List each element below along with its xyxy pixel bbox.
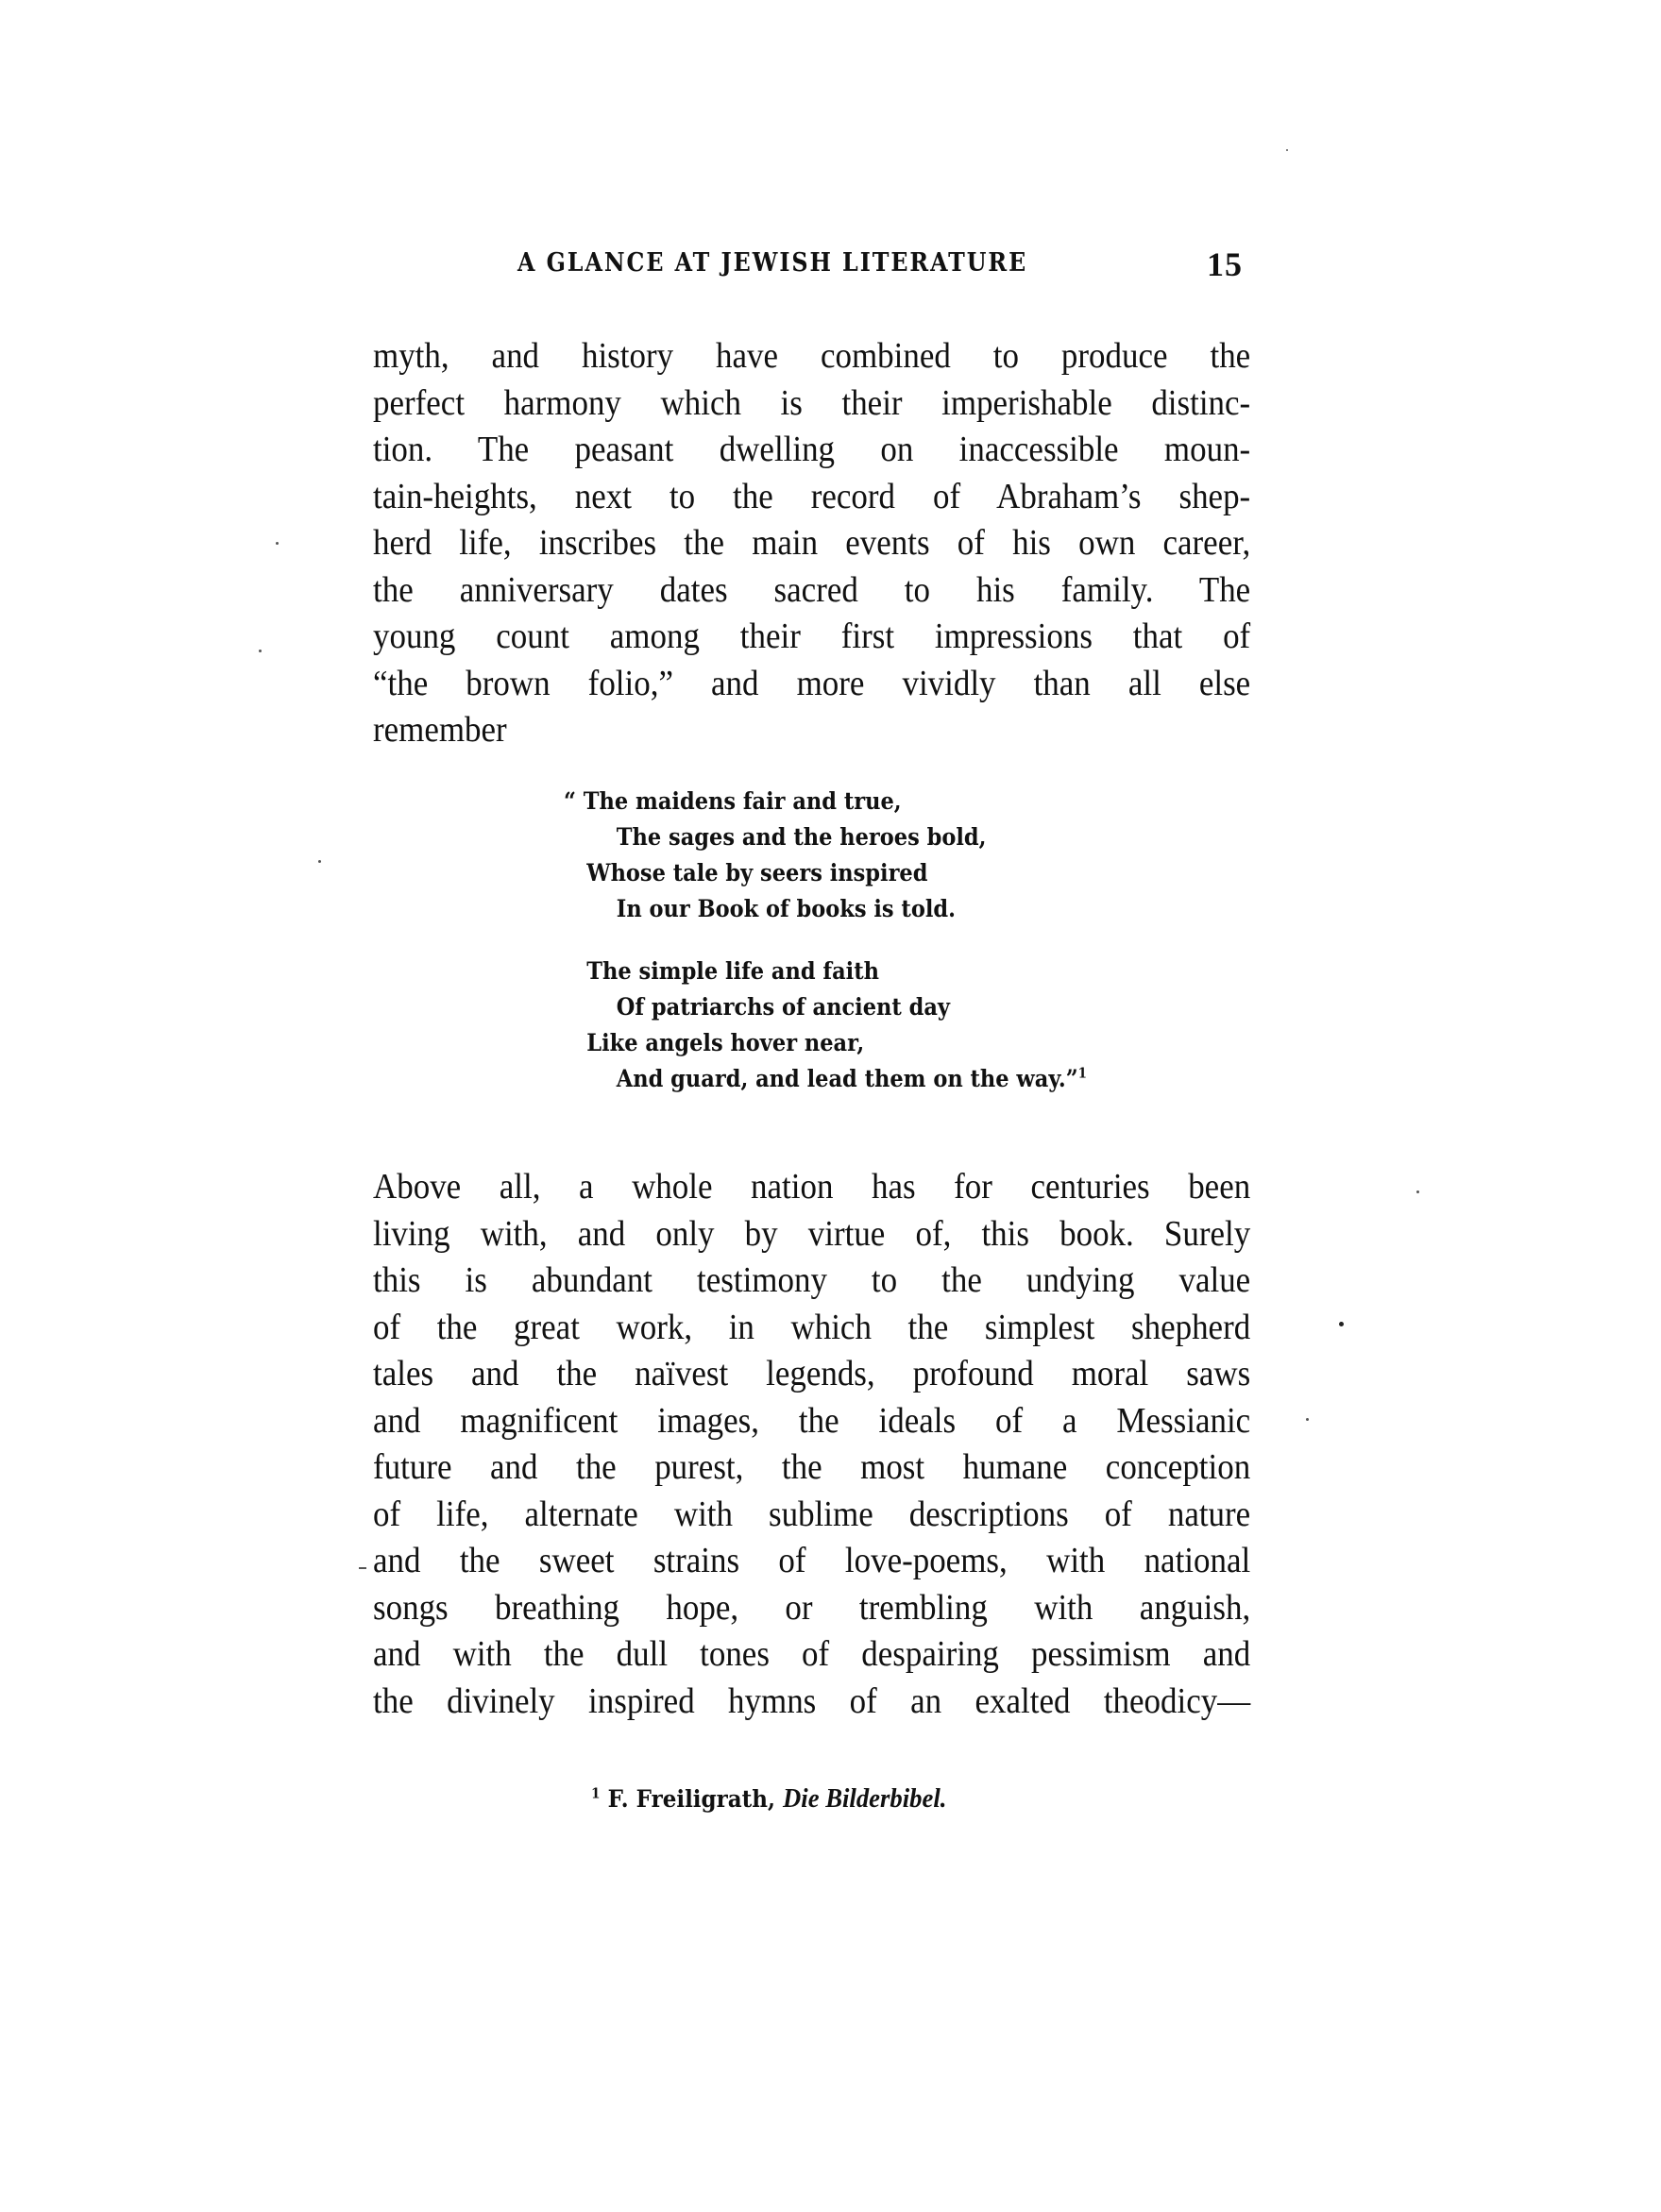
text-line: and the sweet strains of love-poems, with national (373, 1541, 1251, 1580)
poem-line: The sages and the heroes bold, (616, 823, 987, 851)
scan-speck (1306, 1418, 1309, 1421)
running-head (517, 245, 1243, 286)
text-line: and magnificent images, the ideals of a Messianic (373, 1400, 1251, 1441)
poem-stanza-2 (564, 954, 1225, 1097)
text-line: and with the dull tones of despairing pessimism and (373, 1634, 1251, 1674)
text-line: “the brown folio,” and more vividly than all else (373, 663, 1251, 703)
footnote-reference[interactable]: 1 (1077, 1064, 1088, 1082)
poem-line-text: And guard, and lead them on the way.” (616, 1065, 1078, 1092)
poem-line: The simple life and faith (586, 957, 879, 985)
poem-line (564, 1061, 1159, 1097)
scan-speck (276, 542, 279, 545)
poem-line: Whose tale by seers inspired (586, 859, 928, 886)
footnote-marker: 1 (591, 1784, 601, 1802)
footnote-title: Die Bilderbibel. (783, 1783, 947, 1814)
text-line: tion. The peasant dwelling on inaccessible moun- (373, 430, 1251, 469)
text-line: myth, and history have combined to produce the (373, 336, 1251, 376)
text-line: Above all, a whole nation has for centuries been (373, 1167, 1251, 1207)
paragraph-1 (373, 333, 1251, 754)
text-line: young count among their first impressions that of (373, 616, 1251, 656)
text-line: this is abundant testimony to the undying value (373, 1260, 1251, 1300)
text-line: remember (373, 710, 507, 750)
scan-speck (1339, 1322, 1344, 1326)
text-line: the anniversary dates sacred to his family. The (373, 569, 1251, 610)
paragraph-2 (373, 1164, 1251, 1725)
text-line: perfect harmony which is their imperishable distinc- (373, 382, 1251, 423)
footnote (591, 1783, 946, 1815)
scan-speck (318, 860, 321, 863)
text-line: tain-heights, next to the record of Abraham’s shep- (373, 476, 1251, 516)
poem-line: Like angels hover near, (586, 1029, 865, 1056)
poem-line: In our Book of books is told. (616, 895, 956, 922)
text-line: of life, alternate with sublime descriptions of nature (373, 1494, 1251, 1534)
poem-quote (564, 784, 1225, 1123)
text-line: future and the purest, the most humane conception (373, 1447, 1251, 1487)
text-line: tales and the naïvest legends, profound moral saws (373, 1354, 1251, 1393)
scan-speck (1416, 1190, 1419, 1193)
scan-speck (259, 650, 262, 652)
poem-line: “ The maidens fair and true, (564, 787, 902, 815)
text-line: songs breathing hope, or trembling with anguish, (373, 1587, 1251, 1628)
scan-speck (359, 1567, 366, 1569)
text-line: of the great work, in which the simplest shepherd (373, 1307, 1251, 1347)
footnote-author: F. Freiligrath, (607, 1785, 776, 1813)
text-line: living with, and only by virtue of, this book. Surely (373, 1213, 1251, 1254)
text-line: herd life, inscribes the main events of his own career, (373, 523, 1251, 563)
poem-stanza-1 (564, 784, 1225, 927)
poem-line: Of patriarchs of ancient day (616, 993, 951, 1021)
scan-speck (1286, 149, 1288, 151)
page-number: 15 (1207, 245, 1243, 283)
text-line: the divinely inspired hymns of an exalted theodicy— (373, 1680, 1251, 1721)
running-title: A GLANCE AT JEWISH LITERATURE (517, 248, 1028, 278)
